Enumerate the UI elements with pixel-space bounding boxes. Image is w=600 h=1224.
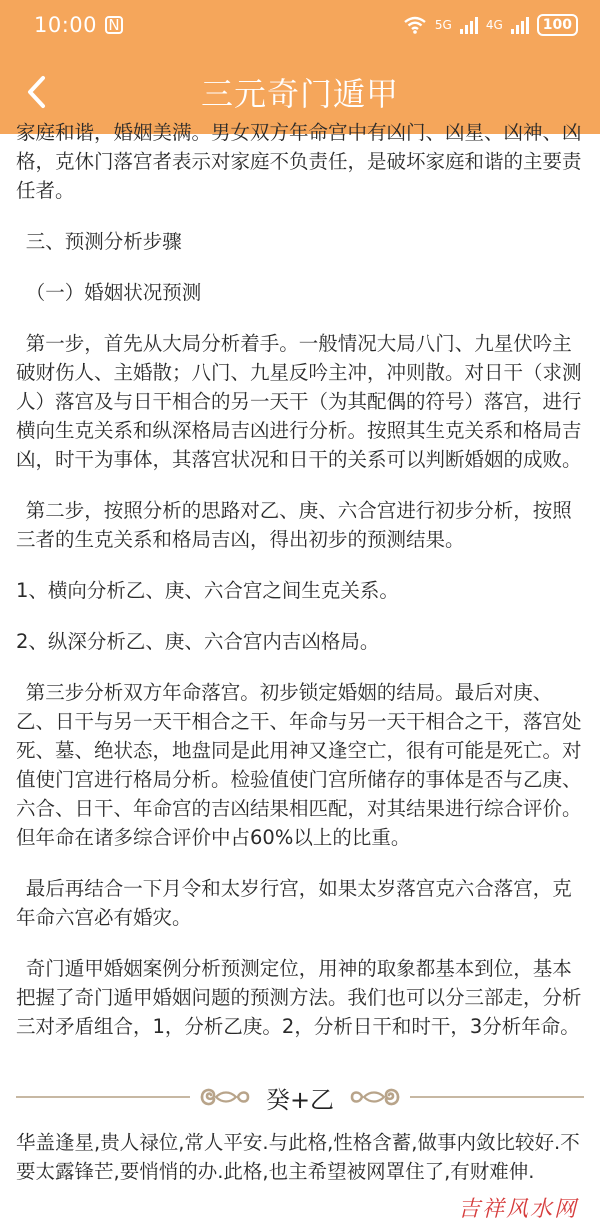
article-paragraph: 第二步，按照分析的思路对乙、庚、六合宫进行初步分析，按照三者的生克关系和格局吉凶，得出初步的预测结果。: [16, 499, 572, 551]
article-scroll-area[interactable]: [0, 121, 600, 1224]
article-paragraph: 第三步分析双方年命落宫。初步锁定婚姻的结局。最后对庚、乙、日干与另一天干相合之干、年命与另一天干相合之干，落宫处死、墓、绝状态，地盘同是此用神又逢空亡，很有可能是死亡。对值使门宫进行格局分析。检验值使门宫所储存的事体是否与乙庚、六合、日干、年命宫的吉凶结果相匹配，对其结果进行综合评价。但年命在诸多综合评价中占60%以上的比重。: [16, 681, 582, 849]
divider-line-left: [16, 1096, 190, 1098]
chevron-left-icon: [25, 75, 47, 109]
scroll-ornament-icon-right: [346, 1082, 404, 1112]
status-icons: [403, 14, 578, 36]
network-5g-label: 5G: [434, 18, 452, 32]
article-body: [16, 118, 586, 1063]
watermark: 吉祥风水网: [457, 1197, 578, 1222]
article-paragraph: 第一步，首先从大局分析着手。一般情况大局八门、九星伏吟主破财伤人、主婚散；八门、九星反吟主冲，冲则散。对日干（求测人）落宫及与日干相合的另一天干（为其配偶的符号）落宫，进行横向生克关系和纵深格局吉凶进行分析。按照其生克关系和格局吉凶，时干为事体，其落宫状况和日干的关系可以判断婚姻的成败。: [16, 332, 582, 471]
signal-icon: [460, 16, 478, 34]
gua-description: 华盖逢星,贵人禄位,常人平安.与此格,性格含蓄,做事内敛比较好.不要太露锋芒,要悄悄的办.此格,也主希望被网罩住了,有财难伸.: [16, 1131, 580, 1183]
article-paragraph: 家庭和谐，婚姻美满。男女双方年命宫中有凶门、凶星、凶神、凶格，克休门落宫者表示对家庭不负责任，是破坏家庭和谐的主要责任者。: [16, 121, 582, 202]
section-heading: 三、预测分析步骤: [25, 230, 182, 253]
nfc-icon: N: [105, 16, 123, 34]
article-paragraph: 1、横向分析乙、庚、六合宫之间生克关系。: [16, 579, 399, 602]
subsection-heading: （一）婚姻状况预测: [25, 281, 202, 304]
status-time: 10:00: [34, 13, 98, 37]
gua-title: 癸+乙: [265, 1085, 335, 1114]
battery-icon: 100: [537, 14, 578, 36]
back-button[interactable]: [18, 72, 54, 112]
page-title: 三元奇门遁甲: [200, 75, 399, 113]
status-bar: [0, 0, 600, 50]
article-paragraph: 奇门遁甲婚姻案例分析预测定位，用神的取象都基本到位，基本把握了奇门遁甲婚姻问题的预测方法。我们也可以分三部走，分析三对矛盾组合，1，分析乙庚。2，分析日干和时干，3分析年命。: [16, 957, 582, 1038]
scroll-ornament-icon: [196, 1082, 254, 1112]
network-4g-label: 4G: [485, 18, 503, 32]
article-paragraph: 2、纵深分析乙、庚、六合宫内吉凶格局。: [16, 630, 380, 653]
wifi-icon: [403, 16, 427, 34]
divider-line-right: [410, 1096, 584, 1098]
article-paragraph: 最后再结合一下月令和太岁行宫，如果太岁落宫克六合落宫，克年命六宫必有婚灾。: [16, 877, 572, 929]
gua-divider: [16, 1080, 584, 1114]
signal-icon-2: [511, 16, 529, 34]
